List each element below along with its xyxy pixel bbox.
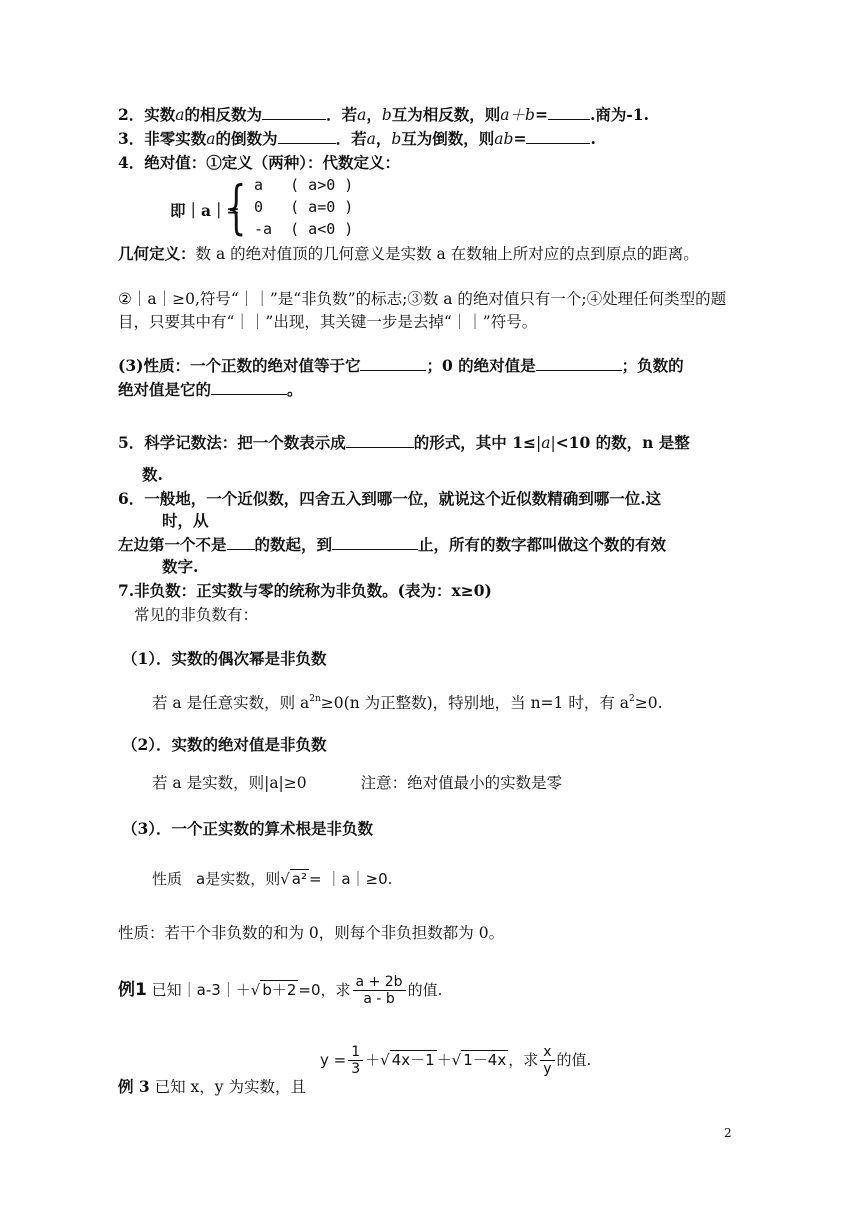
geometric-definition: 几何定义：数 a 的绝对值顶的几何意义是实数 a 在数轴上所对应的点到原点的距离。 [118,244,699,263]
example-1: 例1 已知｜a-3｜＋√ b＋2 =0，求 $\frac{a + 2b}{a - b}$ 的值. [118,974,443,1007]
line-6-end: 数字. [162,557,199,576]
item-3-property: 性质 a是实数，则√ a² = ｜a｜≥0. [152,870,393,888]
blank [211,380,287,395]
line-6-significant-figures: 6．一般地，一个近似数，四舍五入到哪一位，就说这个近似数精确到哪一位.这 [118,489,662,508]
case-negative: -a ( a<0 ) [254,220,354,238]
item-2-title: （2）．实数的绝对值是非负数 [122,735,327,754]
line-5-scientific-notation: 5．科学记数法：把一个数表示成 的形式，其中 1≤|a|<10 的数，n 是整 [118,433,690,452]
line-7-nonnegative: 7.非负数：正实数与零的统称为非负数。(表为：x≥0) [118,581,492,600]
line-5-cont: 数. [142,465,163,484]
case-positive: a ( a>0 ) [254,176,354,194]
property-3: (3)性质：一个正数的绝对值等于它 ；0 的绝对值是 ；负数的 绝对值是它的 。 [118,356,684,399]
item-3-title: （3）．一个正实数的算术根是非负数 [122,819,374,838]
property-sum-zero: 性质：若干个非负数的和为 0，则每个非负担数都为 0。 [118,924,505,942]
fraction: $\frac{1}{3}$ [348,1044,363,1077]
fraction: $\frac{x}{y}$ [540,1044,554,1077]
left-brace: { [226,173,247,241]
common-nonnegative: 常见的非负数有： [134,606,259,624]
line-3-reciprocal: 3．非零实数a的倒数为 ．若a，b互为倒数，则ab= . [118,129,596,148]
example-3-label: 例 3 已知 x，y 为实数，且 [118,1077,306,1096]
blank [346,433,414,448]
absolute-value-notes: ②｜a｜≥0,符号“｜｜”是“非负数”的标志;③数 a 的绝对值只有一个;④处理任何类型的题目，只要其中有“｜｜”出现，其关键一步是去掉“｜｜”符号。 [118,290,727,331]
item-1-text: 若 a 是任意实数，则 $a^{2n}\ge 0(n$ 为正整数)，特别地，当 n=1 时，有 $a^2\ge 0$. [152,694,663,712]
blank [536,356,622,371]
example-3-equation: y = $\frac{1}{3}$ ＋√ 4x－1 ＋√ 1－4x ，求 $\frac{x}{y}$ 的值. [320,1044,592,1077]
item-1-title: （1）．实数的偶次幂是非负数 [122,649,327,668]
blank [526,129,590,144]
blank [360,356,426,371]
page-number: 2 [724,1126,732,1140]
item-2-text: 若 a 是实数，则|a|≥0 注意：绝对值最小的实数是零 [152,774,563,792]
blank [332,535,418,550]
line-6-cont: 时，从 [162,511,209,530]
abs-def-lead: 即｜a｜= [170,201,240,220]
line-4-absolute-value: 4．绝对值：①定义（两种）：代数定义： [118,153,401,172]
line-2-opposite-number: 2．实数a的相反数为 ．若a，b互为相反数，则a＋b= .商为-1. [118,105,649,124]
blank [262,105,326,120]
case-zero: 0 ( a=0 ) [254,198,354,216]
fraction: $\frac{a + 2b}{a - b}$ [353,974,406,1007]
blank [278,129,336,144]
blank [227,535,255,550]
blank [548,105,590,120]
line-6-blank-line: 左边第一个不是 的数起，到 止，所有的数字都叫做这个数的有效 [118,535,667,554]
